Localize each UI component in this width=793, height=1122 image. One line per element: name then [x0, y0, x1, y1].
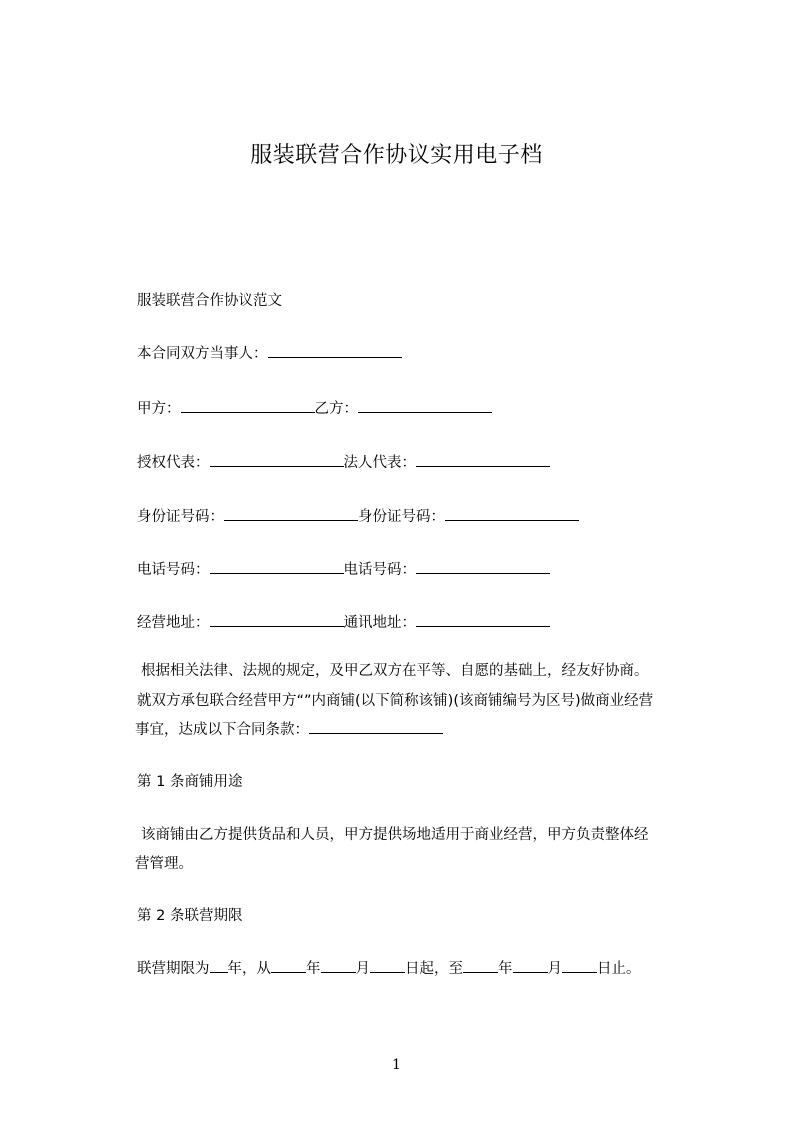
start-day-blank — [370, 958, 405, 973]
preamble-blank — [309, 719, 443, 734]
term-year-unit: 年，从 — [227, 961, 271, 977]
end-year-label: 年 — [498, 961, 513, 977]
parties-blank — [268, 343, 402, 358]
business-address-label: 经营地址： — [137, 615, 210, 631]
subtitle: 服装联营合作协议范文 — [137, 293, 282, 309]
authorized-rep-blank — [210, 452, 344, 467]
party-a-label: 甲方： — [137, 401, 181, 417]
page-number: 1 — [392, 1057, 401, 1073]
phone-line — [137, 559, 550, 581]
start-year-blank — [271, 958, 306, 973]
article-2-title: 第 2 条联营期限 — [137, 908, 243, 924]
preamble-line-2: 就双方承包联合经营甲方“”内商铺(以下简称该铺)(该商铺编号为区号)做商业经营 — [137, 693, 654, 709]
mailing-address-label: 通讯地址： — [343, 615, 416, 631]
start-day-label: 日起，至 — [405, 961, 463, 977]
address-line — [137, 612, 550, 634]
legal-rep-label: 法人代表： — [343, 455, 416, 471]
parties-intro-line — [137, 343, 402, 365]
start-year-label: 年 — [306, 961, 321, 977]
end-day-blank — [562, 958, 597, 973]
party-b-label: 乙方： — [314, 401, 358, 417]
term-years-blank — [210, 958, 228, 973]
end-day-label: 日止。 — [597, 961, 641, 977]
phone-a-blank — [210, 559, 344, 574]
start-month-label: 月 — [355, 961, 370, 977]
mailing-address-blank — [416, 612, 550, 627]
id-number-a-blank — [224, 506, 358, 521]
end-month-label: 月 — [547, 961, 562, 977]
party-a-blank — [181, 398, 315, 413]
id-number-a-label: 身份证号码： — [137, 509, 224, 525]
id-number-b-blank — [445, 506, 579, 521]
preamble-line-3-text: 事宜，达成以下合同条款： — [135, 722, 309, 738]
party-b-blank — [358, 398, 492, 413]
id-number-b-label: 身份证号码： — [358, 509, 445, 525]
preamble-line-1: 根据相关法律、法规的规定，及甲乙双方在平等、自愿的基础上，经友好协商。 — [141, 663, 649, 679]
phone-b-blank — [416, 559, 550, 574]
preamble-line-3 — [135, 719, 443, 741]
representative-line — [137, 452, 550, 474]
phone-a-label: 电话号码： — [137, 562, 210, 578]
document-title: 服装联营合作协议实用电子档 — [250, 143, 543, 168]
party-line — [137, 398, 492, 420]
authorized-rep-label: 授权代表： — [137, 455, 210, 471]
term-prefix: 联营期限为 — [137, 961, 210, 977]
business-address-blank — [210, 612, 344, 627]
start-month-blank — [321, 958, 356, 973]
phone-b-label: 电话号码： — [343, 562, 416, 578]
id-number-line — [137, 506, 579, 528]
article-1-line-2: 营管理。 — [135, 856, 193, 872]
end-year-blank — [463, 958, 498, 973]
legal-rep-blank — [416, 452, 550, 467]
article-1-title: 第 1 条商铺用途 — [137, 774, 243, 790]
article-1-line-1: 该商铺由乙方提供货品和人员，甲方提供场地适用于商业经营，甲方负责整体经 — [141, 827, 649, 843]
parties-intro-label: 本合同双方当事人： — [137, 346, 268, 362]
term-line — [137, 958, 641, 980]
end-month-blank — [513, 958, 548, 973]
